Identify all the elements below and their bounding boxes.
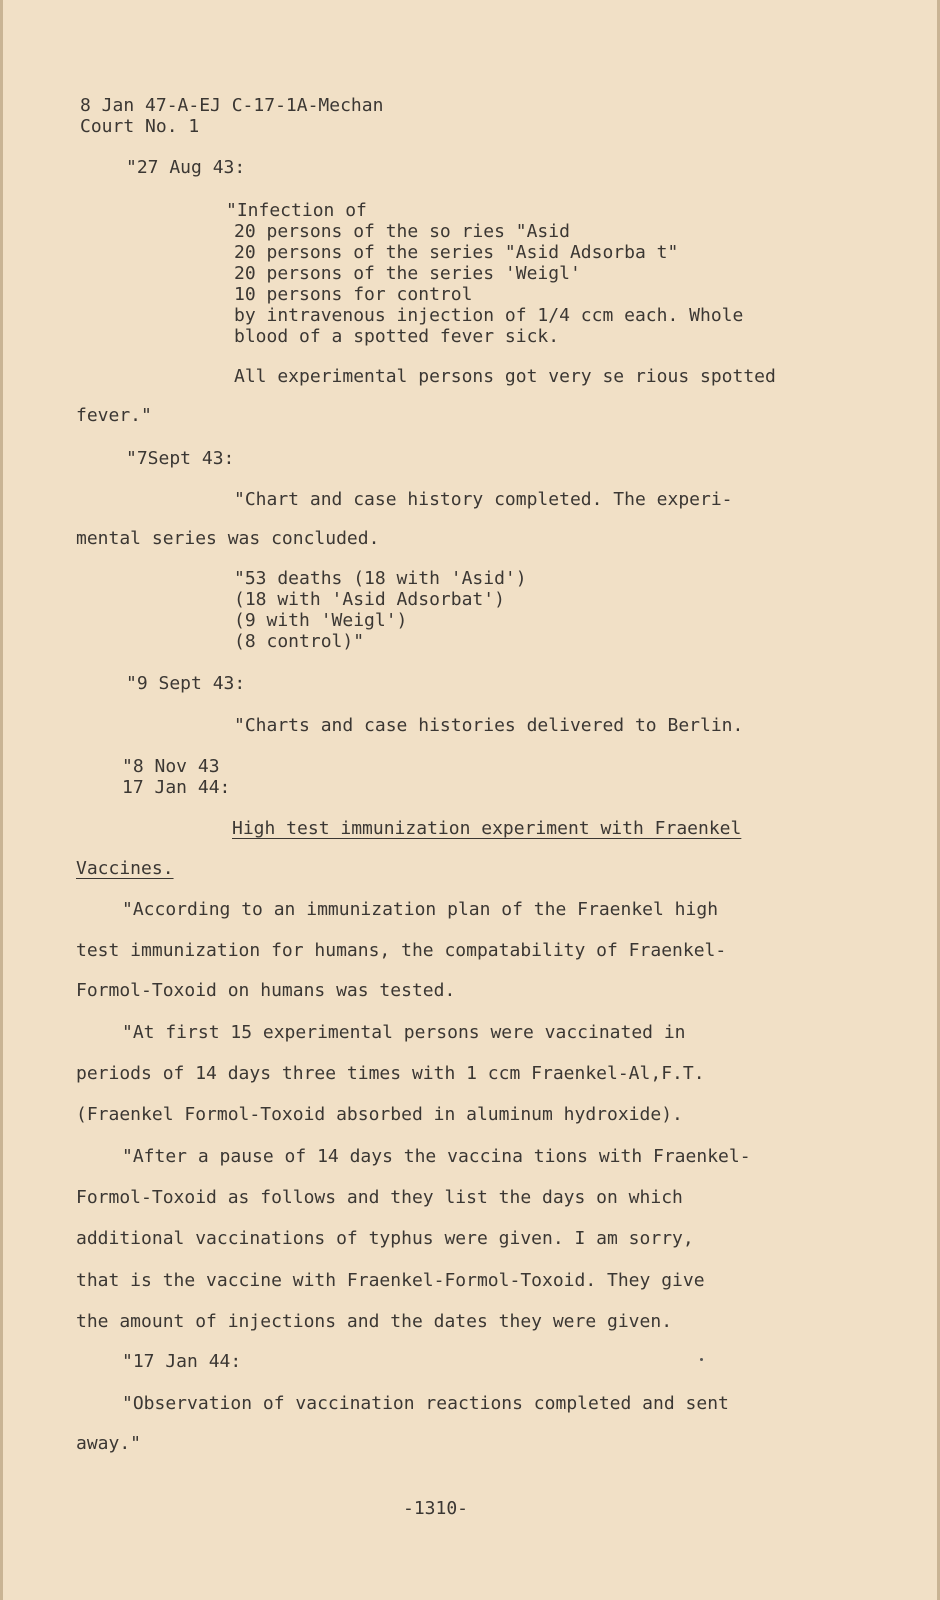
entry-date-jan17-first: 17 Jan 44: xyxy=(122,777,231,798)
sept7-deaths-line: (18 with 'Asid Adsorbat') xyxy=(234,589,505,610)
aug27-line: 20 persons of the series "Asid Adsorba t" xyxy=(234,242,679,263)
body-line: Formol-Toxoid as follows and they list the days on which xyxy=(76,1187,683,1208)
sept7-line-1: "Chart and case history completed. The experi- xyxy=(234,489,733,510)
aug27-line: 20 persons of the so ries "Asid xyxy=(234,221,570,242)
aug27-line: 10 persons for control xyxy=(234,284,473,305)
body-line: "After a pause of 14 days the vaccina tions with Fraenkel- xyxy=(122,1146,751,1167)
body-line: (Fraenkel Formol-Toxoid absorbed in aluminum hydroxide). xyxy=(76,1104,683,1125)
jan17-line-1: "Observation of vaccination reactions completed and sent xyxy=(122,1393,729,1414)
jan17-line-2: away." xyxy=(76,1433,142,1454)
aug27-line: blood of a spotted fever sick. xyxy=(234,326,560,347)
aug27-line: by intravenous injection of 1/4 ccm each. Whole xyxy=(234,305,744,326)
header-line-2: Court No. 1 xyxy=(80,116,200,137)
ink-speck xyxy=(700,1358,703,1361)
experiment-heading-cont: Vaccines. xyxy=(76,858,174,879)
page-edge-left xyxy=(0,0,3,1600)
experiment-heading: High test immunization experiment with Fraenkel xyxy=(232,818,742,839)
body-line: "According to an immunization plan of the Fraenkel high xyxy=(122,899,719,920)
aug27-line: "Infection of xyxy=(226,200,367,221)
entry-date-sept9: "9 Sept 43: xyxy=(126,673,246,694)
body-line: periods of 14 days three times with 1 ccm Fraenkel-Al,F.T. xyxy=(76,1063,705,1084)
sept7-deaths-line: (9 with 'Weigl') xyxy=(234,610,408,631)
body-line: the amount of injections and the dates they were given. xyxy=(76,1311,673,1332)
entry-date-sept7: "7Sept 43: xyxy=(126,448,235,469)
entry-date-nov8: "8 Nov 43 xyxy=(122,756,220,777)
aug27-paragraph: All experimental persons got very se rious spotted xyxy=(234,366,776,387)
sept7-line-2: mental series was concluded. xyxy=(76,528,380,549)
page-number: -1310- xyxy=(403,1498,469,1519)
body-line: that is the vaccine with Fraenkel-Formol-Toxoid. They give xyxy=(76,1270,705,1291)
aug27-paragraph-cont: fever." xyxy=(76,405,152,426)
sept7-deaths-line: (8 control)" xyxy=(234,631,365,652)
entry-date-jan17: "17 Jan 44: xyxy=(122,1351,242,1372)
sept7-deaths-line: "53 deaths (18 with 'Asid') xyxy=(234,568,527,589)
body-line: "At first 15 experimental persons were vaccinated in xyxy=(122,1022,686,1043)
aug27-line: 20 persons of the series 'Weigl' xyxy=(234,263,581,284)
sept9-line: "Charts and case histories delivered to Berlin. xyxy=(234,715,744,736)
entry-date-aug27: "27 Aug 43: xyxy=(126,157,246,178)
body-line: test immunization for humans, the compatability of Fraenkel- xyxy=(76,940,727,961)
header-line-1: 8 Jan 47-A-EJ C-17-1A-Mechan xyxy=(80,95,384,116)
body-line: additional vaccinations of typhus were given. I am sorry, xyxy=(76,1228,694,1249)
body-line: Formol-Toxoid on humans was tested. xyxy=(76,980,456,1001)
